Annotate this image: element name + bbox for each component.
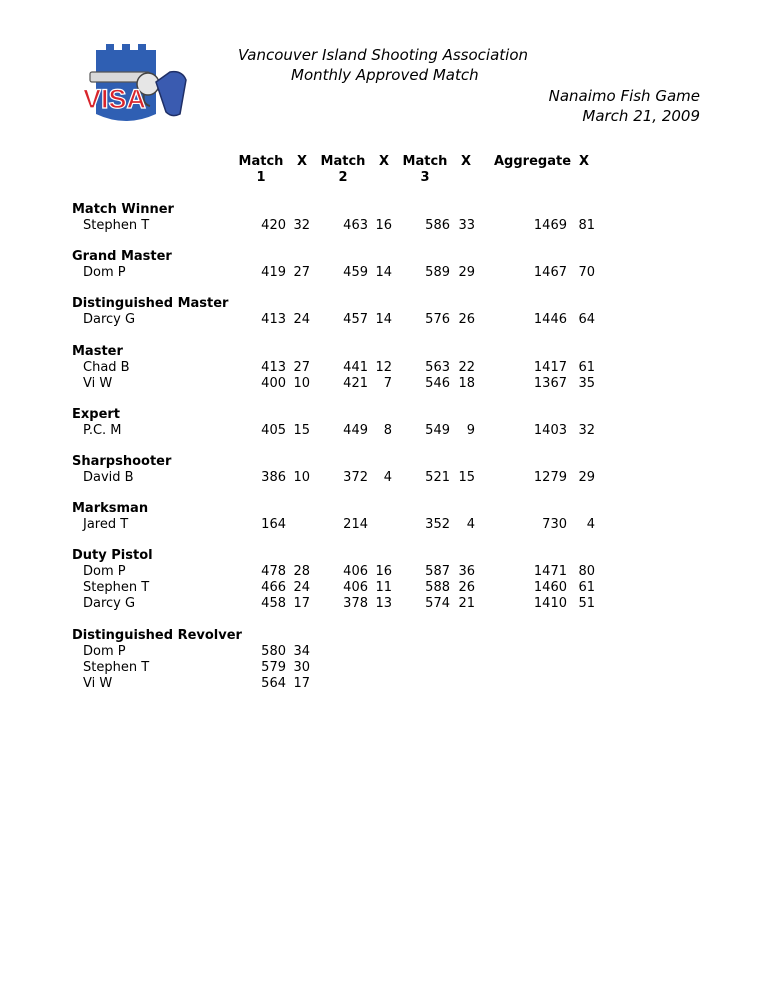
col-header-match-3-word: Match: [402, 154, 448, 169]
table-row: [0, 423, 772, 439]
col-header-x-2: X: [379, 154, 390, 169]
shooter-name: Vi W: [83, 676, 113, 691]
shooter-name: Stephen T: [83, 660, 150, 675]
match-1-score: 478: [261, 564, 286, 579]
visa-logo: [80, 42, 192, 130]
aggregate-x-count: 61: [578, 360, 595, 375]
shooter-name: Jared T: [83, 517, 129, 532]
match-1-score: 419: [261, 265, 286, 280]
match-3-score: 352: [425, 517, 450, 532]
match-1-x-count: 10: [293, 376, 310, 391]
match-2-x-count: 13: [375, 596, 392, 611]
aggregate-score: 1403: [533, 423, 567, 438]
match-1-x-count: 34: [293, 644, 310, 659]
shooter-name: Darcy G: [83, 596, 136, 611]
match-subtitle: Monthly Approved Match: [291, 66, 479, 84]
match-2-x-count: 16: [375, 564, 392, 579]
table-row: [0, 312, 772, 328]
col-header-match-2-number: 2: [338, 170, 348, 185]
match-3-x-count: 4: [466, 517, 475, 532]
match-2-x-count: 14: [375, 265, 392, 280]
match-1-x-count: 17: [293, 596, 310, 611]
aggregate-score: 1460: [533, 580, 567, 595]
match-2-score: 421: [343, 376, 368, 391]
table-row: [0, 218, 772, 234]
match-3-score: 521: [425, 470, 450, 485]
match-3-x-count: 22: [458, 360, 475, 375]
match-2-x-count: 12: [375, 360, 392, 375]
aggregate-x-count: 29: [578, 470, 595, 485]
aggregate-score: 1469: [533, 218, 567, 233]
match-1-x-count: 32: [293, 218, 310, 233]
shooter-name: P.C. M: [83, 423, 122, 438]
table-row: [0, 676, 772, 692]
match-3-score: 574: [425, 596, 450, 611]
match-2-score: 372: [343, 470, 368, 485]
shooter-name: Dom P: [83, 265, 126, 280]
table-row: [0, 644, 772, 660]
match-1-score: 386: [261, 470, 286, 485]
match-2-x-count: 7: [383, 376, 392, 391]
aggregate-x-count: 80: [578, 564, 595, 579]
match-3-score: 546: [425, 376, 450, 391]
match-3-x-count: 26: [458, 312, 475, 327]
match-1-score: 458: [261, 596, 286, 611]
section-title-expert: Expert: [72, 407, 121, 422]
shooter-name: Dom P: [83, 564, 126, 579]
match-2-x-count: 11: [375, 580, 392, 595]
aggregate-x-count: 51: [578, 596, 595, 611]
match-1-score: 564: [261, 676, 286, 691]
aggregate-score: 1467: [533, 265, 567, 280]
shooter-name: Darcy G: [83, 312, 136, 327]
match-3-score: 563: [425, 360, 450, 375]
aggregate-score: 1471: [533, 564, 567, 579]
shooter-name: Vi W: [83, 376, 113, 391]
table-row: [0, 265, 772, 281]
shooter-name: Dom P: [83, 644, 126, 659]
logo-wordmark: VISA: [83, 84, 147, 114]
match-3-x-count: 26: [458, 580, 475, 595]
match-1-x-count: 17: [293, 676, 310, 691]
col-header-match-1-number: 1: [256, 170, 266, 185]
match-2-score: 406: [343, 580, 368, 595]
match-3-x-count: 29: [458, 265, 475, 280]
aggregate-score: 1367: [533, 376, 567, 391]
match-3-x-count: 33: [458, 218, 475, 233]
shooter-name: Stephen T: [83, 580, 150, 595]
shooter-name: Chad B: [83, 360, 130, 375]
col-header-x-1: X: [297, 154, 308, 169]
aggregate-x-count: 70: [578, 265, 595, 280]
aggregate-x-count: 64: [578, 312, 595, 327]
visa-logo-graphic: [80, 42, 192, 130]
match-2-score: 449: [343, 423, 368, 438]
section-title-distinguished-master: Distinguished Master: [72, 296, 229, 311]
table-row: [0, 376, 772, 392]
match-2-score: 457: [343, 312, 368, 327]
match-1-x-count: 10: [293, 470, 310, 485]
match-2-x-count: 14: [375, 312, 392, 327]
match-2-score: 463: [343, 218, 368, 233]
col-header-aggregate: Aggregate: [494, 154, 572, 169]
shooter-name: Stephen T: [83, 218, 150, 233]
match-3-x-count: 21: [458, 596, 475, 611]
aggregate-score: 1417: [533, 360, 567, 375]
table-row: [0, 564, 772, 580]
aggregate-score: 730: [542, 517, 567, 532]
match-1-score: 164: [261, 517, 286, 532]
match-2-x-count: 4: [383, 470, 392, 485]
match-1-x-count: 27: [293, 360, 310, 375]
match-3-score: 587: [425, 564, 450, 579]
aggregate-score: 1410: [533, 596, 567, 611]
col-header-match-2-word: Match: [320, 154, 366, 169]
col-header-x-3: X: [461, 154, 472, 169]
table-row: [0, 360, 772, 376]
match-3-x-count: 15: [458, 470, 475, 485]
match-1-x-count: 27: [293, 265, 310, 280]
match-1-score: 580: [261, 644, 286, 659]
match-2-score: 406: [343, 564, 368, 579]
aggregate-score: 1446: [533, 312, 567, 327]
match-2-score: 378: [343, 596, 368, 611]
aggregate-score: 1279: [533, 470, 567, 485]
match-3-x-count: 36: [458, 564, 475, 579]
match-2-score: 459: [343, 265, 368, 280]
match-3-x-count: 18: [458, 376, 475, 391]
aggregate-x-count: 32: [578, 423, 595, 438]
section-title-grand-master: Grand Master: [72, 249, 172, 264]
match-1-score: 413: [261, 312, 286, 327]
col-header-match-3: [400, 154, 450, 186]
match-2-x-count: 16: [375, 218, 392, 233]
match-1-x-count: 15: [293, 423, 310, 438]
match-2-score: 441: [343, 360, 368, 375]
col-header-match-3-number: 3: [420, 170, 430, 185]
match-1-x-count: 28: [293, 564, 310, 579]
match-1-x-count: 30: [293, 660, 310, 675]
match-1-score: 420: [261, 218, 286, 233]
section-title-duty-pistol: Duty Pistol: [72, 548, 153, 563]
table-row: [0, 596, 772, 612]
table-row: [0, 580, 772, 596]
match-2-x-count: 8: [383, 423, 392, 438]
aggregate-x-count: 4: [586, 517, 595, 532]
match-3-score: 549: [425, 423, 450, 438]
table-row: [0, 660, 772, 676]
match-3-score: 588: [425, 580, 450, 595]
aggregate-x-count: 81: [578, 218, 595, 233]
match-1-score: 400: [261, 376, 286, 391]
section-title-match-winner: Match Winner: [72, 202, 174, 217]
match-3-x-count: 9: [466, 423, 475, 438]
match-2-score: 214: [343, 517, 368, 532]
match-1-score: 466: [261, 580, 286, 595]
table-row: [0, 470, 772, 486]
match-date: March 21, 2009: [582, 107, 700, 125]
col-header-match-1: [236, 154, 286, 186]
shooter-name: David B: [83, 470, 134, 485]
match-3-score: 589: [425, 265, 450, 280]
col-header-match-2: [318, 154, 368, 186]
match-1-x-count: 24: [293, 312, 310, 327]
match-1-score: 405: [261, 423, 286, 438]
match-1-score: 579: [261, 660, 286, 675]
match-3-score: 586: [425, 218, 450, 233]
association-title: Vancouver Island Shooting Association: [238, 46, 529, 64]
match-1-score: 413: [261, 360, 286, 375]
col-header-x-aggregate: X: [579, 154, 590, 169]
section-title-distinguished-revolver: Distinguished Revolver: [72, 628, 242, 643]
col-header-match-1-word: Match: [238, 154, 284, 169]
match-1-x-count: 24: [293, 580, 310, 595]
match-3-score: 576: [425, 312, 450, 327]
aggregate-x-count: 61: [578, 580, 595, 595]
section-title-master: Master: [72, 344, 123, 359]
section-title-marksman: Marksman: [72, 501, 149, 516]
venue-name: Nanaimo Fish Game: [548, 87, 700, 105]
section-title-sharpshooter: Sharpshooter: [72, 454, 172, 469]
aggregate-x-count: 35: [578, 376, 595, 391]
table-row: [0, 517, 772, 533]
